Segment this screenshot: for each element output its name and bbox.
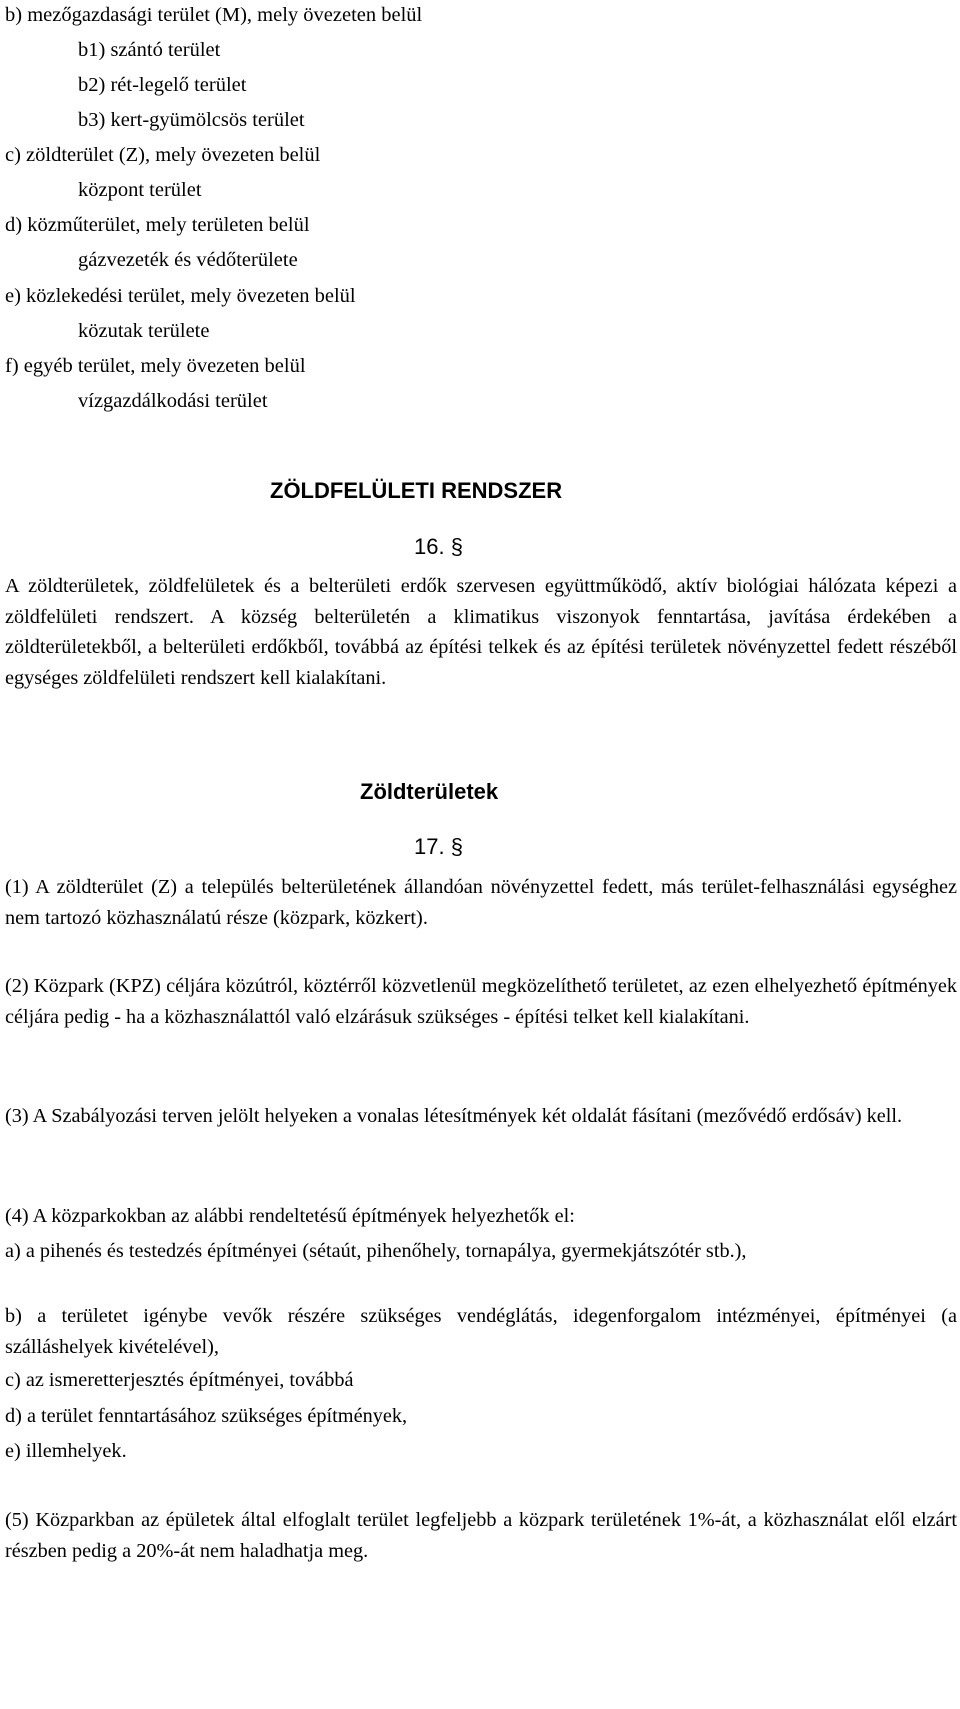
section-17-paragraph-5 (5, 1505, 957, 1566)
list-item: gázvezeték és védőterülete (78, 249, 298, 271)
list-item: központ terület (78, 179, 202, 201)
section-17-paragraph-1 (5, 872, 957, 933)
section-number: 17. § (414, 834, 463, 859)
list-item: vízgazdálkodási terület (78, 390, 268, 412)
list-item: e) illemhelyek. (5, 1440, 127, 1462)
paragraph-text: A zöldterületek, zöldfelületek és a belterületi erdők szervesen együttműködő, aktív biológiai hálózata képezi a zöldfelületi rendszert. A község belterületén a klimatikus viszonyok fenntartása, javítása érdekében a zöldterületekből, a belterületi erdőkből, továbbá az építési telkek és az építési területek növényzettel fedett részéből egységes zöldfelületi rendszert kell kialakítani. (5, 575, 957, 689)
list-item: b3) kert-gyümölcsös terület (78, 109, 305, 131)
section-17-list (5, 1365, 957, 1396)
list-item: d) közműterület, mely területen belül (5, 214, 310, 236)
list-item: b) mezőgazdasági terület (M), mely övezeten belül (5, 4, 423, 26)
section-17-paragraph-2 (5, 971, 957, 1032)
section-17-list (5, 1301, 957, 1362)
section-17-list (5, 1436, 957, 1467)
section-17-paragraph-4 (5, 1201, 957, 1232)
list-item: f) egyéb terület, mely övezeten belül (5, 355, 306, 377)
list-item: c) zöldterület (Z), mely övezeten belül (5, 144, 321, 166)
paragraph-text: (4) A közparkokban az alábbi rendeltetésű építmények helyezhetők el: (5, 1205, 575, 1227)
paragraph-text: (3) A Szabályozási terven jelölt helyeken a vonalas létesítmények két oldalát fásítani (mezővédő erdősáv) kell. (5, 1105, 903, 1127)
chapter-title: ZÖLDFELÜLETI RENDSZER (270, 478, 563, 503)
section-17-paragraph-3 (5, 1101, 957, 1132)
paragraph-text: (5) Közparkban az épületek által elfoglalt terület legfeljebb a közpark területének 1%-át, a közhasználat elől elzárt részben pedig a 20%-át nem haladhatja meg. (5, 1509, 957, 1562)
section-16-paragraph (5, 571, 957, 693)
section-17-list (5, 1401, 957, 1432)
list-item: c) az ismeretterjesztés építményei, továbbá (5, 1369, 354, 1391)
list-item: b) a területet igénybe vevők részére szükséges vendéglátás, idegenforgalom intézményei, építményei (a szálláshelyek kivételével), (5, 1305, 957, 1358)
section-17-list (5, 1236, 957, 1267)
list-item: b1) szántó terület (78, 39, 221, 61)
list-item: a) a pihenés és testedzés építményei (sétaút, pihenőhely, tornapálya, gyermekjátszótér stb.), (5, 1240, 747, 1262)
list-item: d) a terület fenntartásához szükséges építmények, (5, 1405, 408, 1427)
list-item: b2) rét-legelő terület (78, 74, 247, 96)
list-item: közutak területe (78, 320, 210, 342)
section-number: 16. § (414, 534, 463, 559)
list-item: e) közlekedési terület, mely övezeten belül (5, 285, 356, 307)
subchapter-title: Zöldterületek (360, 779, 499, 804)
paragraph-text: (1) A zöldterület (Z) a település belterületének állandóan növényzettel fedett, más terület-felhasználási egységhez nem tartozó közhasználatú része (közpark, közkert). (5, 876, 957, 929)
paragraph-text: (2) Közpark (KPZ) céljára közútról, köztérről közvetlenül megközelíthető területet, az ezen elhelyezhető építmények céljára pedig - ha a közhasználattól való elzárásuk szükséges - építési telket kell kialakítani. (5, 975, 957, 1028)
